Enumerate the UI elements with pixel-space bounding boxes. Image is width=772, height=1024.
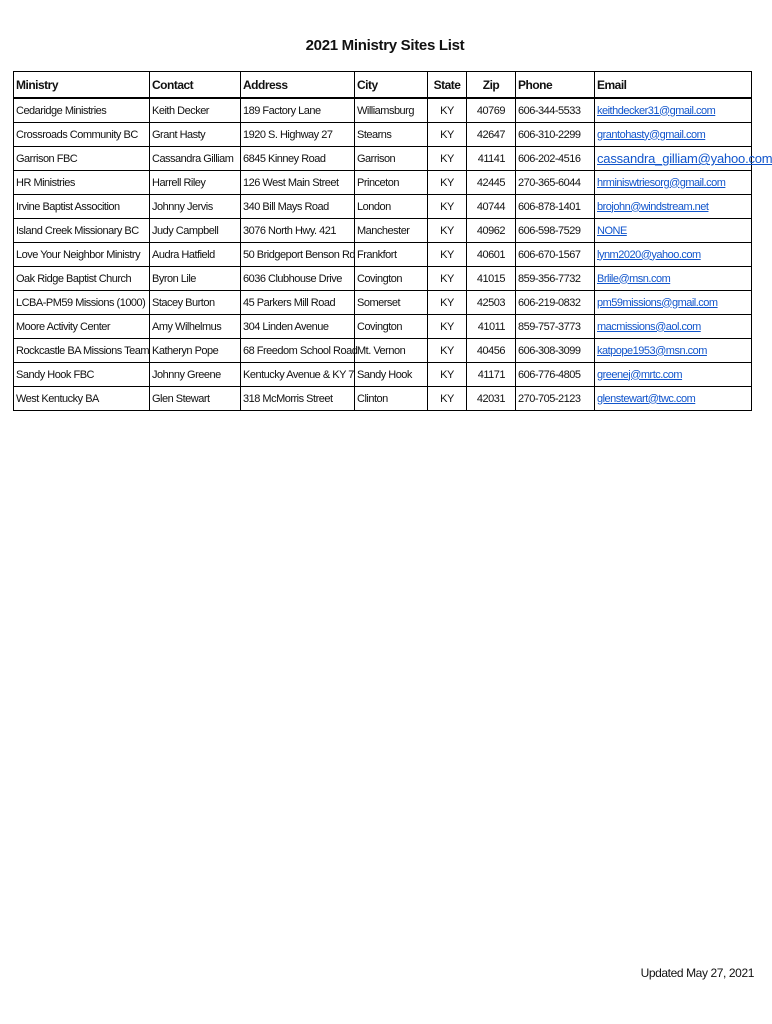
cell-address: 126 West Main Street [241, 171, 355, 195]
cell-city: Manchester [355, 219, 428, 243]
cell-city: Garrison [355, 147, 428, 171]
cell-ministry: Oak Ridge Baptist Church [14, 267, 150, 291]
email-link[interactable]: greenej@mrtc.com [597, 368, 683, 381]
cell-zip: 42031 [467, 387, 516, 411]
cell-state: KY [428, 243, 467, 267]
cell-ministry: Garrison FBC [14, 147, 150, 171]
document-title: 2021 Ministry Sites List [305, 37, 465, 54]
cell-phone: 606-308-3099 [516, 339, 595, 363]
cell-email [595, 219, 752, 243]
cell-email [595, 267, 752, 291]
cell-state: KY [428, 171, 467, 195]
cell-state: KY [428, 363, 467, 387]
cell-zip: 40744 [467, 195, 516, 219]
cell-address: 304 Linden Avenue [241, 315, 355, 339]
cell-zip: 41011 [467, 315, 516, 339]
cell-zip: 42503 [467, 291, 516, 315]
cell-zip: 40769 [467, 98, 516, 123]
cell-contact: Byron Lile [150, 267, 241, 291]
email-link[interactable]: brojohn@windstream.net [597, 200, 709, 213]
cell-zip: 42445 [467, 171, 516, 195]
cell-ministry: HR Ministries [14, 171, 150, 195]
cell-city: Mt. Vernon [355, 339, 428, 363]
cell-email [595, 195, 752, 219]
table-row [14, 291, 752, 315]
cell-email [595, 315, 752, 339]
email-link[interactable]: NONE [597, 224, 627, 237]
cell-address: 3076 North Hwy. 421 [241, 219, 355, 243]
email-link[interactable]: lynm2020@yahoo.com [597, 248, 701, 261]
cell-phone: 606-878-1401 [516, 195, 595, 219]
column-header-ministry: Ministry [14, 72, 150, 99]
cell-city: Sandy Hook [355, 363, 428, 387]
cell-phone: 606-598-7529 [516, 219, 595, 243]
cell-ministry: Irvine Baptist Assocition [14, 195, 150, 219]
cell-contact: Katheryn Pope [150, 339, 241, 363]
cell-phone: 606-344-5533 [516, 98, 595, 123]
cell-city: Somerset [355, 291, 428, 315]
cell-city: Covington [355, 267, 428, 291]
cell-state: KY [428, 339, 467, 363]
column-header-zip: Zip [467, 72, 516, 99]
cell-zip: 41171 [467, 363, 516, 387]
cell-email [595, 171, 752, 195]
cell-address: 340 Bill Mays Road [241, 195, 355, 219]
cell-contact: Johnny Greene [150, 363, 241, 387]
cell-address: 1920 S. Highway 27 [241, 123, 355, 147]
cell-zip: 41015 [467, 267, 516, 291]
email-link[interactable]: keithdecker31@gmail.com [597, 104, 716, 117]
cell-email [595, 243, 752, 267]
cell-contact: Judy Campbell [150, 219, 241, 243]
table-row [14, 219, 752, 243]
cell-zip: 41141 [467, 147, 516, 171]
cell-phone: 606-202-4516 [516, 147, 595, 171]
cell-email [595, 291, 752, 315]
cell-contact: Harrell Riley [150, 171, 241, 195]
cell-ministry: LCBA-PM59 Missions (1000) [14, 291, 150, 315]
cell-email [595, 147, 772, 171]
table-row [14, 98, 752, 123]
cell-email [595, 123, 752, 147]
table-row [14, 123, 752, 147]
cell-zip: 42647 [467, 123, 516, 147]
cell-ministry: Moore Activity Center [14, 315, 150, 339]
cell-zip: 40962 [467, 219, 516, 243]
cell-state: KY [428, 98, 467, 123]
email-link[interactable]: pm59missions@gmail.com [597, 296, 718, 309]
email-link[interactable]: grantohasty@gmail.com [597, 128, 706, 141]
cell-zip: 40456 [467, 339, 516, 363]
cell-contact: Glen Stewart [150, 387, 241, 411]
cell-ministry: Island Creek Missionary BC [14, 219, 150, 243]
column-header-state: State [428, 72, 467, 99]
cell-city: London [355, 195, 428, 219]
email-link[interactable]: glenstewart@twc.com [597, 392, 696, 405]
cell-city: Covington [355, 315, 428, 339]
cell-phone: 859-757-3773 [516, 315, 595, 339]
column-header-address: Address [241, 72, 355, 99]
updated-date: Updated May 27, 2021 [640, 966, 754, 980]
cell-address: 189 Factory Lane [241, 98, 355, 123]
cell-state: KY [428, 315, 467, 339]
cell-city: Williamsburg [355, 98, 428, 123]
table-row [14, 171, 752, 195]
ministry-sites-table [13, 71, 772, 411]
cell-zip: 40601 [467, 243, 516, 267]
table-row [14, 387, 752, 411]
table-row [14, 339, 752, 363]
table-row [14, 315, 752, 339]
cell-contact: Amy Wilhelmus [150, 315, 241, 339]
cell-city: Princeton [355, 171, 428, 195]
cell-email [595, 363, 752, 387]
cell-state: KY [428, 387, 467, 411]
column-header-email: Email [595, 72, 752, 99]
cell-ministry: Crossroads Community BC [14, 123, 150, 147]
cell-address: 68 Freedom School Road [241, 339, 355, 363]
column-header-city: City [355, 72, 428, 99]
cell-ministry: West Kentucky BA [14, 387, 150, 411]
cell-state: KY [428, 123, 467, 147]
cell-state: KY [428, 267, 467, 291]
cell-state: KY [428, 219, 467, 243]
column-header-phone: Phone [516, 72, 595, 99]
cell-ministry: Cedaridge Ministries [14, 98, 150, 123]
table-row [14, 195, 752, 219]
table-row [14, 267, 752, 291]
cell-ministry: Rockcastle BA Missions Team [14, 339, 150, 363]
cell-city: Frankfort [355, 243, 428, 267]
email-link[interactable]: katpope1953@msn.com [597, 344, 707, 357]
cell-address: 45 Parkers Mill Road [241, 291, 355, 315]
cell-address: 6845 Kinney Road [241, 147, 355, 171]
cell-address: 6036 Clubhouse Drive [241, 267, 355, 291]
email-link[interactable]: Brlile@msn.com [597, 272, 671, 285]
table-row [14, 363, 752, 387]
cell-contact: Audra Hatfield [150, 243, 241, 267]
cell-phone: 270-705-2123 [516, 387, 595, 411]
cell-phone: 606-670-1567 [516, 243, 595, 267]
column-header-contact: Contact [150, 72, 241, 99]
email-link[interactable]: hrminiswtriesorg@gmail.com [597, 176, 726, 189]
cell-email [595, 387, 752, 411]
email-link[interactable]: cassandra_gilliam@yahoo.com [597, 151, 772, 166]
cell-city: Clinton [355, 387, 428, 411]
table-row [14, 243, 752, 267]
cell-ministry: Sandy Hook FBC [14, 363, 150, 387]
cell-address: 50 Bridgeport Benson Rd [241, 243, 355, 267]
cell-contact: Grant Hasty [150, 123, 241, 147]
table-row [14, 147, 752, 171]
email-link[interactable]: macmissions@aol.com [597, 320, 701, 333]
cell-state: KY [428, 291, 467, 315]
cell-city: Stearns [355, 123, 428, 147]
cell-phone: 270-365-6044 [516, 171, 595, 195]
cell-contact: Johnny Jervis [150, 195, 241, 219]
cell-phone: 606-776-4805 [516, 363, 595, 387]
cell-contact: Stacey Burton [150, 291, 241, 315]
cell-email [595, 98, 752, 123]
cell-ministry: Love Your Neighbor Ministry [14, 243, 150, 267]
cell-state: KY [428, 195, 467, 219]
cell-address: 318 McMorris Street [241, 387, 355, 411]
cell-address: Kentucky Avenue & KY 7 [241, 363, 355, 387]
cell-phone: 606-219-0832 [516, 291, 595, 315]
cell-contact: Cassandra Gilliam [150, 147, 241, 171]
cell-phone: 606-310-2299 [516, 123, 595, 147]
cell-contact: Keith Decker [150, 98, 241, 123]
cell-state: KY [428, 147, 467, 171]
table-header-row [14, 72, 752, 99]
cell-email [595, 339, 752, 363]
cell-phone: 859-356-7732 [516, 267, 595, 291]
